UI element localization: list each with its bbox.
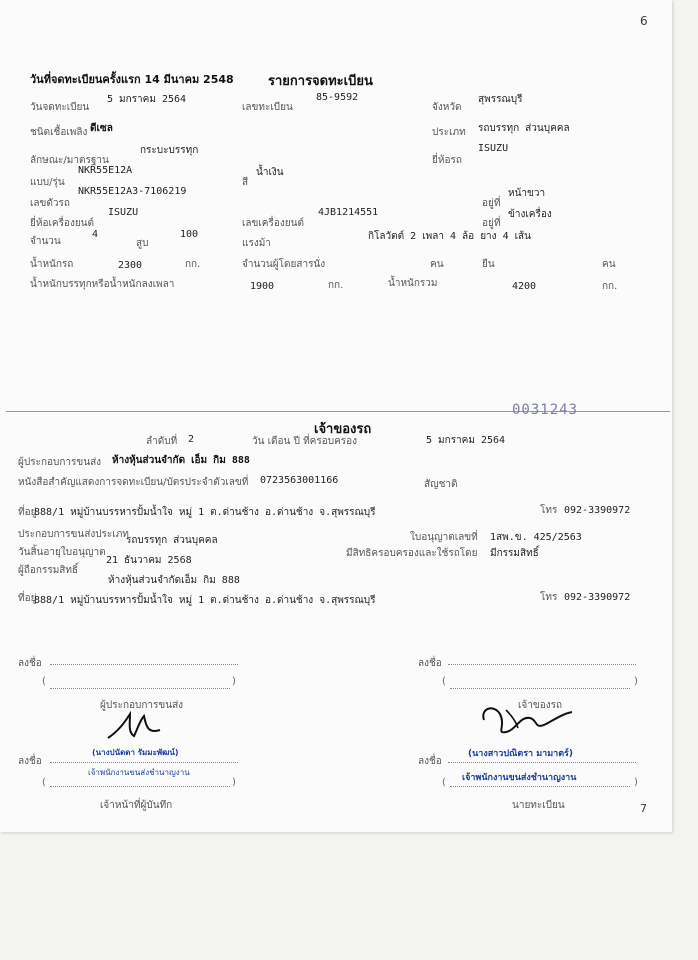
fuel-label: ชนิดเชื้อเพลิง <box>30 127 88 138</box>
address-value: 888/1 หมู่บ้านบรรหารปั้มน้ำใจ หมู่ 1 ต.ด่านช้าง อ.ด่านช้าง จ.สุพรรณบุรี <box>34 507 376 518</box>
color-value: น้ำเงิน <box>256 167 284 178</box>
sign-line-officer <box>50 762 238 763</box>
officer-caption: เจ้าหน้าที่ผู้บันทึก <box>100 800 173 811</box>
sign-line-registrar <box>448 762 636 763</box>
sign-label-right: ลงชื่อ <box>418 658 442 669</box>
weight-label: น้ำหนักรถ <box>30 259 74 270</box>
id-label: หนังสือสำคัญแสดงการจดทะเบียน/บัตรประจำตัวเลขที่ <box>18 477 249 488</box>
officer-name: (นางปนัดดา รัมมะพัฒน์) <box>92 748 179 757</box>
persons-unit-2: คน <box>602 259 616 270</box>
operation-type-label: ประกอบการขนส่งประเภท <box>18 529 129 540</box>
name-line-officer <box>50 786 230 787</box>
first-registration-date: วันที่จดทะเบียนครั้งแรก 14 มีนาคม 2548 <box>30 73 234 86</box>
type-value: รถบรรทุก ส่วนบุคคล <box>478 123 570 134</box>
seats-label: จำนวนผู้โดยสารนั่ง <box>242 259 326 270</box>
count-label: จำนวน <box>30 236 61 247</box>
brand-value: ISUZU <box>478 143 509 154</box>
name-line-left <box>50 688 230 689</box>
bracket-right-open: ( <box>442 676 446 687</box>
owner-caption: เจ้าของรถ <box>518 700 563 711</box>
engine-no-value: 4JB1214551 <box>318 207 379 218</box>
page-number-bottom: 7 <box>640 802 647 815</box>
kg-unit-2: กก. <box>328 280 344 291</box>
cylinder-unit: สูบ <box>136 238 149 249</box>
kg-unit-1: กก. <box>185 259 201 270</box>
kw-info: กิโลวัตต์ 2 เพลา 4 ล้อ ยาง 4 เส้น <box>368 231 531 242</box>
bracket-officer-open: ( <box>42 777 46 788</box>
operation-type-value: รถบรรทุก ส่วนบุคคล <box>126 535 218 546</box>
total-value: 4200 <box>512 281 537 292</box>
bracket-left-open: ( <box>42 676 46 687</box>
reg-date-value: 5 มกราคม 2564 <box>107 94 187 105</box>
chassis-loc-label: อยู่ที่ <box>482 198 501 209</box>
chassis-loc-value: หน้าขวา <box>508 188 546 199</box>
address2-label: ที่อยู่ <box>18 593 37 604</box>
bracket-right-close: ) <box>634 676 638 687</box>
expiry-label: วันสิ้นอายุใบอนุญาต <box>18 547 106 558</box>
right-value: มีกรรมสิทธิ์ <box>490 548 539 559</box>
engine-brand-value: ISUZU <box>108 207 139 218</box>
engine-brand-label: ยี่ห้อเครื่องยนต์ <box>30 218 95 229</box>
standard-label: ลักษณะ/มาตรฐาน <box>30 155 109 166</box>
persons-unit-1: คน <box>430 259 444 270</box>
bracket-officer-close: ) <box>232 777 236 788</box>
nationality-label: สัญชาติ <box>424 479 458 490</box>
reg-date-label: วันจดทะเบียน <box>30 102 90 113</box>
standard-value: กระบะบรรทุก <box>140 145 199 156</box>
registrar-caption: นายทะเบียน <box>512 800 565 811</box>
model-value: NKR55E12A <box>78 165 133 176</box>
fuel-value: ดีเซล <box>90 123 113 134</box>
province-label: จังหวัด <box>432 102 462 113</box>
tel2-label: โทร <box>540 592 558 603</box>
cylinders-value: 4 <box>92 229 99 240</box>
seq-value: 2 <box>188 434 195 445</box>
engine-no-label: เลขเครื่องยนต์ <box>242 218 304 229</box>
sign-label-registrar: ลงชื่อ <box>418 756 442 767</box>
tel-value: 092-3390972 <box>564 505 631 516</box>
registrar-name: (นางสาวปณิตรา มามาตร์) <box>468 749 574 759</box>
stand-label: ยืน <box>482 259 495 270</box>
officer-signature-image <box>100 706 170 746</box>
tel-label: โทร <box>540 505 558 516</box>
bracket-registrar-close: ) <box>634 777 638 788</box>
possession-date-value: 5 มกราคม 2564 <box>426 435 506 446</box>
sign-line-right <box>448 664 636 665</box>
bracket-left-close: ) <box>232 676 236 687</box>
engine-loc-label: อยู่ที่ <box>482 218 501 229</box>
load-value: 1900 <box>250 281 275 292</box>
brand-label: ยี่ห้อรถ <box>432 155 462 166</box>
expiry-value: 21 ธันวาคม 2568 <box>106 555 192 566</box>
address-label: ที่อยู่ <box>18 507 37 518</box>
load-label: น้ำหนักบรรทุกหรือน้ำหนักลงเพลา <box>30 279 175 290</box>
operator-label: ผู้ประกอบการขนส่ง <box>18 457 102 468</box>
plate-value: 85-9592 <box>316 92 359 103</box>
owner-title: เจ้าของรถ <box>314 422 372 437</box>
holder-value: ห้างหุ้นส่วนจำกัดเอ็ม กิม 888 <box>108 575 240 586</box>
total-label: น้ำหนักรวม <box>388 278 438 289</box>
weight-value: 2300 <box>118 260 143 271</box>
chassis-label: เลขตัวรถ <box>30 198 70 209</box>
section-title: รายการจดทะเบียน <box>268 74 373 89</box>
bracket-registrar-open: ( <box>442 777 446 788</box>
license-label: ใบอนุญาตเลขที่ <box>410 532 478 543</box>
engine-loc-value: ข้างเครื่อง <box>508 209 552 220</box>
registrar-signature-image <box>476 700 576 746</box>
name-line-registrar <box>450 786 630 787</box>
hp-unit: แรงม้า <box>242 238 271 249</box>
kg-unit-3: กก. <box>602 281 618 292</box>
hp-value: 100 <box>180 229 199 240</box>
operator-value: ห้างหุ้นส่วนจำกัด เอ็ม กิม 888 <box>112 455 250 466</box>
right-label: มีสิทธิครอบครองและใช้รถโดย <box>346 548 478 559</box>
holder-label: ผู้ถือกรรมสิทธิ์ <box>18 565 79 576</box>
province-value: สุพรรณบุรี <box>478 94 523 105</box>
color-label: สี <box>242 177 249 188</box>
name-line-right <box>450 688 630 689</box>
id-value: 0723563001166 <box>260 475 339 486</box>
registrar-title: เจ้าพนักงานขนส่งชำนาญงาน <box>462 773 577 783</box>
tel2-value: 092-3390972 <box>564 592 631 603</box>
page-number-top: 6 <box>640 14 648 28</box>
seq-label: ลำดับที่ <box>146 436 178 447</box>
stamp-number: 0031243 <box>512 402 579 418</box>
operator-caption: ผู้ประกอบการขนส่ง <box>100 700 184 711</box>
chassis-value: NKR55E12A3-7106219 <box>78 186 187 197</box>
officer-title: เจ้าพนักงานขนส่งชำนาญงาน <box>88 768 190 777</box>
sign-label-left: ลงชื่อ <box>18 658 42 669</box>
sign-label-officer: ลงชื่อ <box>18 756 42 767</box>
possession-date-label: วัน เดือน ปี ที่ครอบครอง <box>252 436 358 447</box>
sign-line-left <box>50 664 238 665</box>
model-label: แบบ/รุ่น <box>30 177 65 188</box>
type-label: ประเภท <box>432 127 466 138</box>
address2-value: 888/1 หมู่บ้านบรรหารปั้มน้ำใจ หมู่ 1 ต.ด่านช้าง อ.ด่านช้าง จ.สุพรรณบุรี <box>34 595 376 606</box>
plate-label: เลขทะเบียน <box>242 102 293 113</box>
license-value: 1สพ.ข. 425/2563 <box>490 532 582 543</box>
